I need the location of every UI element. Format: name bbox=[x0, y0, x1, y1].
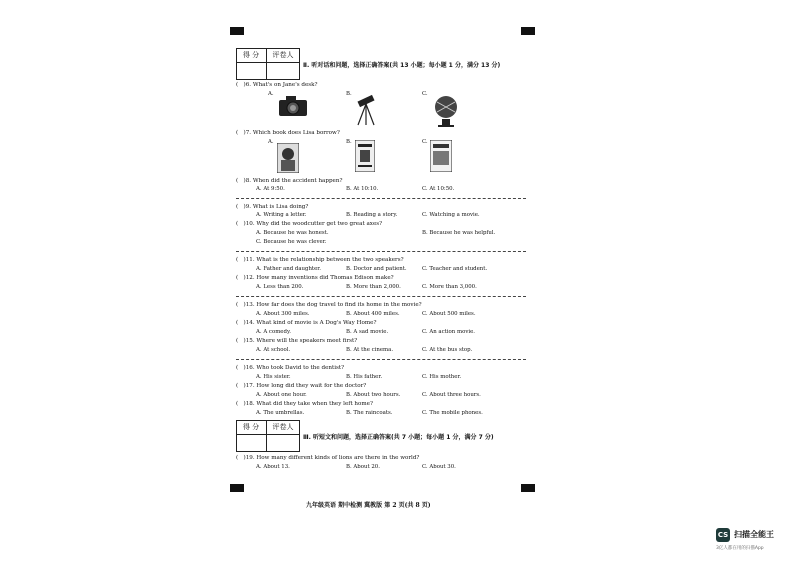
option-label: C. bbox=[422, 139, 428, 145]
divider bbox=[236, 296, 526, 297]
registration-mark-top-left bbox=[230, 27, 244, 35]
option-b: B. At 10:10. bbox=[346, 186, 379, 192]
option-label: B. bbox=[346, 139, 352, 145]
option-a: A. Because he was honest. bbox=[256, 230, 329, 236]
option-label: B. bbox=[346, 91, 352, 97]
question-19: ( )19. How many different kinds of lions are there in the world? bbox=[236, 455, 420, 461]
question-16: ( )16. Who took David to the dentist? bbox=[236, 365, 345, 371]
question-10: ( )10. Why did the woodcutter get two great axes? bbox=[236, 221, 383, 227]
section-title: Ⅲ. 听短文和问题，选择正确答案(共 7 小题；每小题 1 分，满分 7 分) bbox=[303, 434, 494, 441]
score-label: 得 分 bbox=[242, 51, 260, 59]
book-cover-icon bbox=[355, 140, 375, 172]
option-a: A. Writing a letter. bbox=[256, 212, 307, 218]
option-label: C. bbox=[422, 91, 428, 97]
option-b: B. At the cinema. bbox=[346, 347, 394, 353]
option-c: C. Watching a movie. bbox=[422, 212, 480, 218]
score-label: 得 分 bbox=[242, 423, 260, 431]
score-box bbox=[236, 420, 300, 452]
divider bbox=[236, 359, 526, 360]
globe-icon bbox=[432, 94, 460, 128]
book-cover-icon bbox=[277, 143, 299, 173]
option-label: A. bbox=[268, 139, 274, 145]
question-18: ( )18. What did they take when they left home? bbox=[236, 401, 373, 407]
option-c: C. More than 3,000. bbox=[422, 284, 477, 290]
question-9: ( )9. What is Lisa doing? bbox=[236, 204, 309, 210]
page-footer: 九年级英语 期中检测 冀教版 第 2 页(共 8 页) bbox=[306, 502, 431, 509]
option-a: A. About 13. bbox=[256, 464, 290, 470]
grader-label: 评卷人 bbox=[272, 423, 294, 431]
question-11: ( )11. What is the relationship between the two speakers? bbox=[236, 257, 404, 263]
option-a: A. The umbrellas. bbox=[256, 410, 305, 416]
option-b: B. About 20. bbox=[346, 464, 380, 470]
option-b: B. About 400 miles. bbox=[346, 311, 400, 317]
option-b: B. Reading a story. bbox=[346, 212, 398, 218]
question-8: ( )8. When did the accident happen? bbox=[236, 178, 343, 184]
option-c: C. At 10:50. bbox=[422, 186, 455, 192]
question-14: ( )14. What kind of movie is A Dog's Way Home? bbox=[236, 320, 377, 326]
scanner-app-tagline: 3亿人都在用的扫描App bbox=[716, 546, 764, 551]
option-c: C. About 30. bbox=[422, 464, 456, 470]
scanner-app-name: 扫描全能王 bbox=[734, 530, 774, 539]
question-17: ( )17. How long did they wait for the doctor? bbox=[236, 383, 367, 389]
option-label: A. bbox=[268, 91, 274, 97]
option-b: B. About two hours. bbox=[346, 392, 401, 398]
registration-mark-bottom-left bbox=[230, 484, 244, 492]
scanner-logo-icon: CS bbox=[716, 528, 730, 542]
option-a: A. His sister. bbox=[256, 374, 291, 380]
option-a: A. At school. bbox=[256, 347, 291, 353]
option-a: A. At 9:50. bbox=[256, 186, 285, 192]
book-cover-icon bbox=[430, 140, 452, 172]
option-b: B. His father. bbox=[346, 374, 383, 380]
option-c: C. About three hours. bbox=[422, 392, 481, 398]
question-12: ( )12. How many inventions did Thomas Edison make? bbox=[236, 275, 394, 281]
score-box bbox=[236, 48, 300, 80]
option-a: A. About one hour. bbox=[256, 392, 307, 398]
section-title: Ⅱ. 听对话和问题，选择正确答案(共 13 小题；每小题 1 分，满分 13 分) bbox=[303, 62, 501, 69]
option-c: C. An action movie. bbox=[422, 329, 476, 335]
option-a: A. Less than 200. bbox=[256, 284, 304, 290]
option-c: C. Because he was clever. bbox=[256, 239, 327, 245]
option-b: B. The raincoats. bbox=[346, 410, 393, 416]
option-b: B. More than 2,000. bbox=[346, 284, 401, 290]
registration-mark-top-right bbox=[521, 27, 535, 35]
divider bbox=[236, 198, 526, 199]
option-b: B. Doctor and patient. bbox=[346, 266, 407, 272]
camera-icon bbox=[278, 95, 308, 117]
option-b: B. A sad movie. bbox=[346, 329, 389, 335]
question-7: ( )7. Which book does Lisa borrow? bbox=[236, 130, 340, 136]
option-a: A. Father and daughter. bbox=[256, 266, 321, 272]
question-6: ( )6. What's on Jane's desk? bbox=[236, 82, 318, 88]
option-c: C. At the bus stop. bbox=[422, 347, 473, 353]
option-c: C. His mother. bbox=[422, 374, 462, 380]
option-b: B. Because he was helpful. bbox=[422, 230, 496, 236]
option-a: A. About 300 miles. bbox=[256, 311, 310, 317]
option-c: C. About 500 miles. bbox=[422, 311, 476, 317]
telescope-icon bbox=[355, 92, 377, 126]
grader-label: 评卷人 bbox=[272, 51, 294, 59]
question-13: ( )13. How far does the dog travel to find its home in the movie? bbox=[236, 302, 422, 308]
divider bbox=[236, 251, 526, 252]
option-c: C. The mobile phones. bbox=[422, 410, 483, 416]
registration-mark-bottom-right bbox=[521, 484, 535, 492]
question-15: ( )15. Where will the speakers meet first? bbox=[236, 338, 358, 344]
option-a: A. A comedy. bbox=[256, 329, 291, 335]
option-c: C. Teacher and student. bbox=[422, 266, 488, 272]
